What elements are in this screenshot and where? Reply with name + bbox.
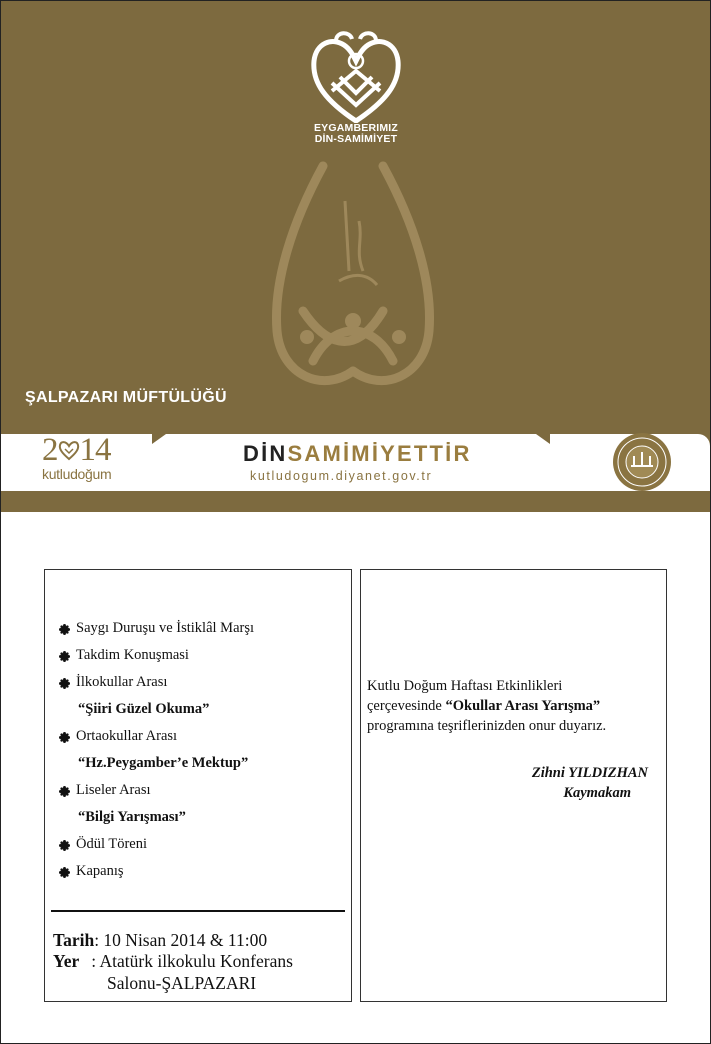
flower-bullet-icon <box>59 786 70 797</box>
signer-name: Zihni YILDIZHAN <box>531 765 648 781</box>
band-tab-right <box>536 434 550 444</box>
diyanet-seal-icon <box>598 432 674 492</box>
logo-line-2: DİN-SAMİMİYET <box>314 133 398 145</box>
slogan-part-2: SAMİMİYETTİR <box>287 441 472 466</box>
year-prefix: 2 <box>42 432 58 468</box>
heart-icon <box>58 439 80 461</box>
slogan-part-1: DİN <box>243 441 288 466</box>
message-line-2 <box>367 696 662 716</box>
place-value-1: : Atatürk ilkokulu Konferans <box>91 951 293 971</box>
program-item-label: Saygı Duruşu ve İstiklâl Marşı <box>76 620 255 636</box>
invitation-message <box>367 676 662 736</box>
program-item-label: Ortaokullar Arası <box>76 728 178 744</box>
year-suffix: 14 <box>79 432 111 468</box>
flower-bullet-icon <box>59 651 70 662</box>
date-value: : 10 Nisan 2014 & 11:00 <box>94 930 268 950</box>
divider-rule <box>51 910 345 912</box>
signer-title: Kaymakam <box>563 785 631 801</box>
logo-text <box>291 123 421 145</box>
flower-bullet-icon <box>59 624 70 635</box>
program-item-label: Liseler Arası <box>76 782 151 798</box>
flower-bullet-icon <box>59 732 70 743</box>
message-line-2-bold: “Okullar Arası Yarışma” <box>445 698 601 714</box>
heart-knot-logo-icon <box>306 31 406 123</box>
program-item-label: İlkokullar Arası <box>76 674 168 690</box>
program-item-label: Kapanış <box>76 863 124 879</box>
flower-bullet-icon <box>59 678 70 689</box>
message-line-3: programına teşriflerinizden onur duyarız. <box>367 718 607 734</box>
program-item-label: “Hz.Peygamber’e Mektup” <box>78 755 249 771</box>
message-line-2-prefix: çerçevesinde <box>367 698 446 714</box>
program-item-label: Ödül Töreni <box>76 836 148 852</box>
program-item-label: “Bilgi Yarışması” <box>78 809 186 825</box>
program-item-label: “Şiiri Güzel Okuma” <box>78 701 210 717</box>
flower-bullet-icon <box>59 867 70 878</box>
flower-bullet-icon <box>59 840 70 851</box>
place-value-2: Salonu-ŞALPAZARI <box>107 973 257 993</box>
logo-line-1: EYGAMBERIMIZ <box>313 122 399 134</box>
program-box <box>44 569 352 1002</box>
website-url: kutludogum.diyanet.gov.tr <box>250 469 433 483</box>
band-tab-left <box>152 434 166 444</box>
invitation-box <box>360 569 667 1002</box>
date-line <box>53 930 267 951</box>
date-label: Tarih <box>53 930 95 950</box>
place-line <box>53 951 293 972</box>
message-line-1: Kutlu Doğum Haftası Etkinlikleri <box>367 678 563 694</box>
program-item-label: Takdim Konuşmasi <box>76 647 189 663</box>
brand-name: kutludoğum <box>42 466 112 482</box>
year-logo <box>42 433 111 467</box>
slogan <box>243 441 472 467</box>
place-label: Yer <box>53 951 80 971</box>
calligraphy-ornament-icon <box>263 161 443 401</box>
organization-title: ŞALPAZARI MÜFTÜLÜĞÜ <box>25 389 227 406</box>
